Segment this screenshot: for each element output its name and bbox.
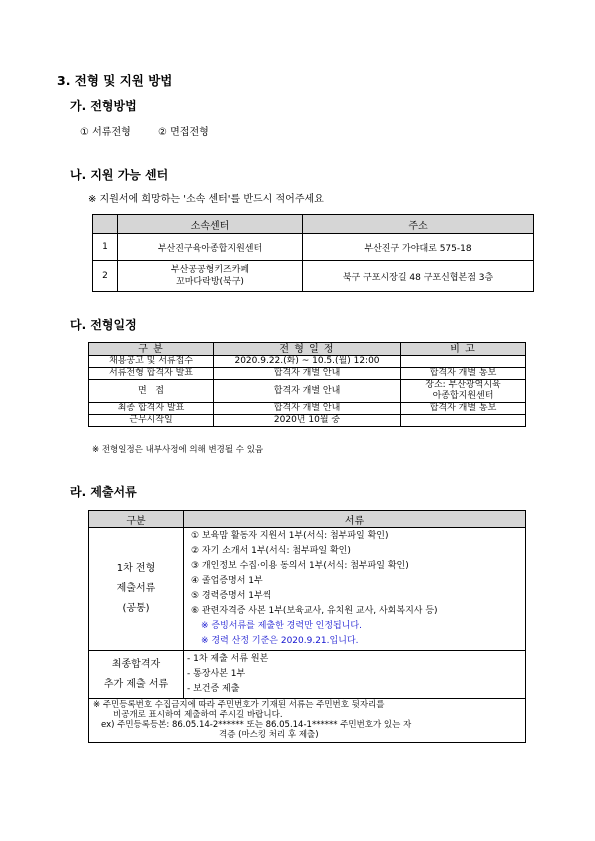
documents-table: [88, 510, 526, 743]
center-address: 부산진구 가야대로 575-18: [303, 234, 534, 261]
method-interview: ② 면접전형: [158, 127, 209, 138]
heading-schedule: 다. 전형일정: [70, 318, 137, 332]
table-row: [93, 234, 534, 261]
career-base-note: ※ 경력 산정 기준은 2020.9.21.입니다.: [201, 636, 359, 646]
schedule-remark: 합격자 개별 통보: [401, 368, 526, 380]
table-header-row: [89, 343, 526, 356]
footer-line: 비공개로 표시하여 제출하여 주시길 바랍니다.: [113, 710, 283, 720]
table-row: [89, 380, 526, 403]
section-title: 3. 전형 및 지원 방법: [57, 73, 173, 88]
row-number: 1: [93, 234, 118, 261]
schedule-remark: 합격자 개별 통보: [401, 403, 526, 415]
table-header: 비 고: [401, 343, 526, 356]
group-label-line: 추가 제출 서류: [103, 678, 169, 690]
document-item: ④ 졸업증명서 1부: [191, 576, 263, 586]
document-item: ② 자기 소개서 1부(서식: 첨부파일 확인): [191, 546, 351, 556]
table-row: [89, 368, 526, 380]
center-name: 부산진구육아종합지원센터: [118, 234, 303, 261]
row-number: 2: [93, 261, 118, 292]
schedule-category: 채용공고 및 서류접수: [89, 356, 214, 368]
table-header-empty: [93, 215, 118, 234]
document-list-first: [184, 528, 526, 651]
schedule-date: 합격자 개별 안내: [214, 368, 401, 380]
table-row: [93, 261, 534, 292]
group-label-first: [89, 528, 184, 651]
table-row: [89, 699, 526, 743]
schedule-remark: [401, 356, 526, 368]
schedule-category: 서류전형 합격자 발표: [89, 368, 214, 380]
table-row: [89, 415, 526, 427]
schedule-date: 합격자 개별 안내: [214, 403, 401, 415]
group-label-line: (공통): [122, 603, 150, 614]
table-header-row: [89, 511, 526, 528]
schedule-date: 합격자 개별 안내: [214, 380, 401, 403]
schedule-category: 면 접: [89, 380, 214, 403]
schedule-table: [88, 342, 526, 427]
schedule-category: 근무시작일: [89, 415, 214, 427]
center-address: 북구 구포시장길 48 구포신협본점 3층: [303, 261, 534, 292]
schedule-remark: [401, 380, 526, 403]
center-name-line2: 꼬마다락방(북구): [176, 277, 244, 287]
group-label-final: [89, 651, 184, 699]
table-header: 구분: [89, 511, 184, 528]
table-header: 소속센터: [118, 215, 303, 234]
table-row: [89, 651, 526, 699]
document-item: ③ 개인정보 수집·이용 동의서 1부(서식: 첨부파일 확인): [191, 561, 409, 571]
center-name: [118, 261, 303, 292]
table-row: [89, 403, 526, 415]
evidence-note: ※ 증빙서류를 제출한 경력만 인정됩니다.: [201, 621, 362, 631]
footer-line: 격증 (마스킹 처리 후 제출): [219, 730, 319, 740]
remark-line1: 장소: 부산광역시육: [425, 380, 501, 390]
group-label-line: 제출서류: [116, 583, 156, 594]
footer-note: [89, 699, 526, 743]
group-label-line: 최종합격자: [111, 658, 161, 670]
table-header: 전 형 일 정: [214, 343, 401, 356]
footer-line: ※ 주민등록번호 수집금지에 따라 주민번호가 기재된 서류는 주민번호 뒷자리를: [93, 700, 385, 710]
document-item: - 보건증 제출: [187, 684, 240, 694]
schedule-date: 2020년 10월 중: [214, 415, 401, 427]
document-list-final: [184, 651, 526, 699]
table-header: 서류: [184, 511, 526, 528]
document-item: - 통장사본 1부: [187, 669, 246, 679]
method-document: ① 서류전형: [80, 127, 131, 138]
table-header: 구 분: [89, 343, 214, 356]
heading-documents: 라. 제출서류: [70, 485, 137, 499]
table-header-row: [93, 215, 534, 234]
schedule-note: ※ 전형일정은 내부사정에 의해 변경될 수 있음: [92, 445, 264, 455]
table-header: 주소: [303, 215, 534, 234]
document-item: ① 보육맘 활동자 지원서 1부(서식: 첨부파일 확인): [191, 531, 389, 541]
group-label-line: 1차 전형: [116, 563, 156, 574]
document-item: ⑥ 관련자격증 사본 1부(보육교사, 유치원 교사, 사회복지사 등): [191, 606, 438, 616]
schedule-category: 최종 합격자 발표: [89, 403, 214, 415]
centers-table: [92, 214, 534, 292]
heading-screening-method: 가. 전형방법: [70, 99, 137, 113]
remark-line2: 아종합지원센터: [432, 391, 494, 401]
schedule-date: 2020.9.22.(화) ~ 10.5.(월) 12:00: [214, 356, 401, 368]
schedule-remark: [401, 415, 526, 427]
heading-centers: 나. 지원 가능 센터: [70, 168, 169, 182]
document-item: ⑤ 경력증명서 1부씩: [191, 591, 272, 601]
center-name-line1: 부산공공형키즈카페: [170, 265, 250, 275]
document-item: - 1차 제출 서류 원본: [187, 654, 269, 664]
footer-line: ex) 주민등록등본: 86.05.14-2****** 또는 86.05.14-1****** 주민번호가 있는 자: [101, 720, 412, 730]
table-row: [89, 528, 526, 651]
centers-note: ※ 지원서에 희망하는 '소속 센터'를 반드시 적어주세요: [88, 194, 324, 205]
table-row: [89, 356, 526, 368]
